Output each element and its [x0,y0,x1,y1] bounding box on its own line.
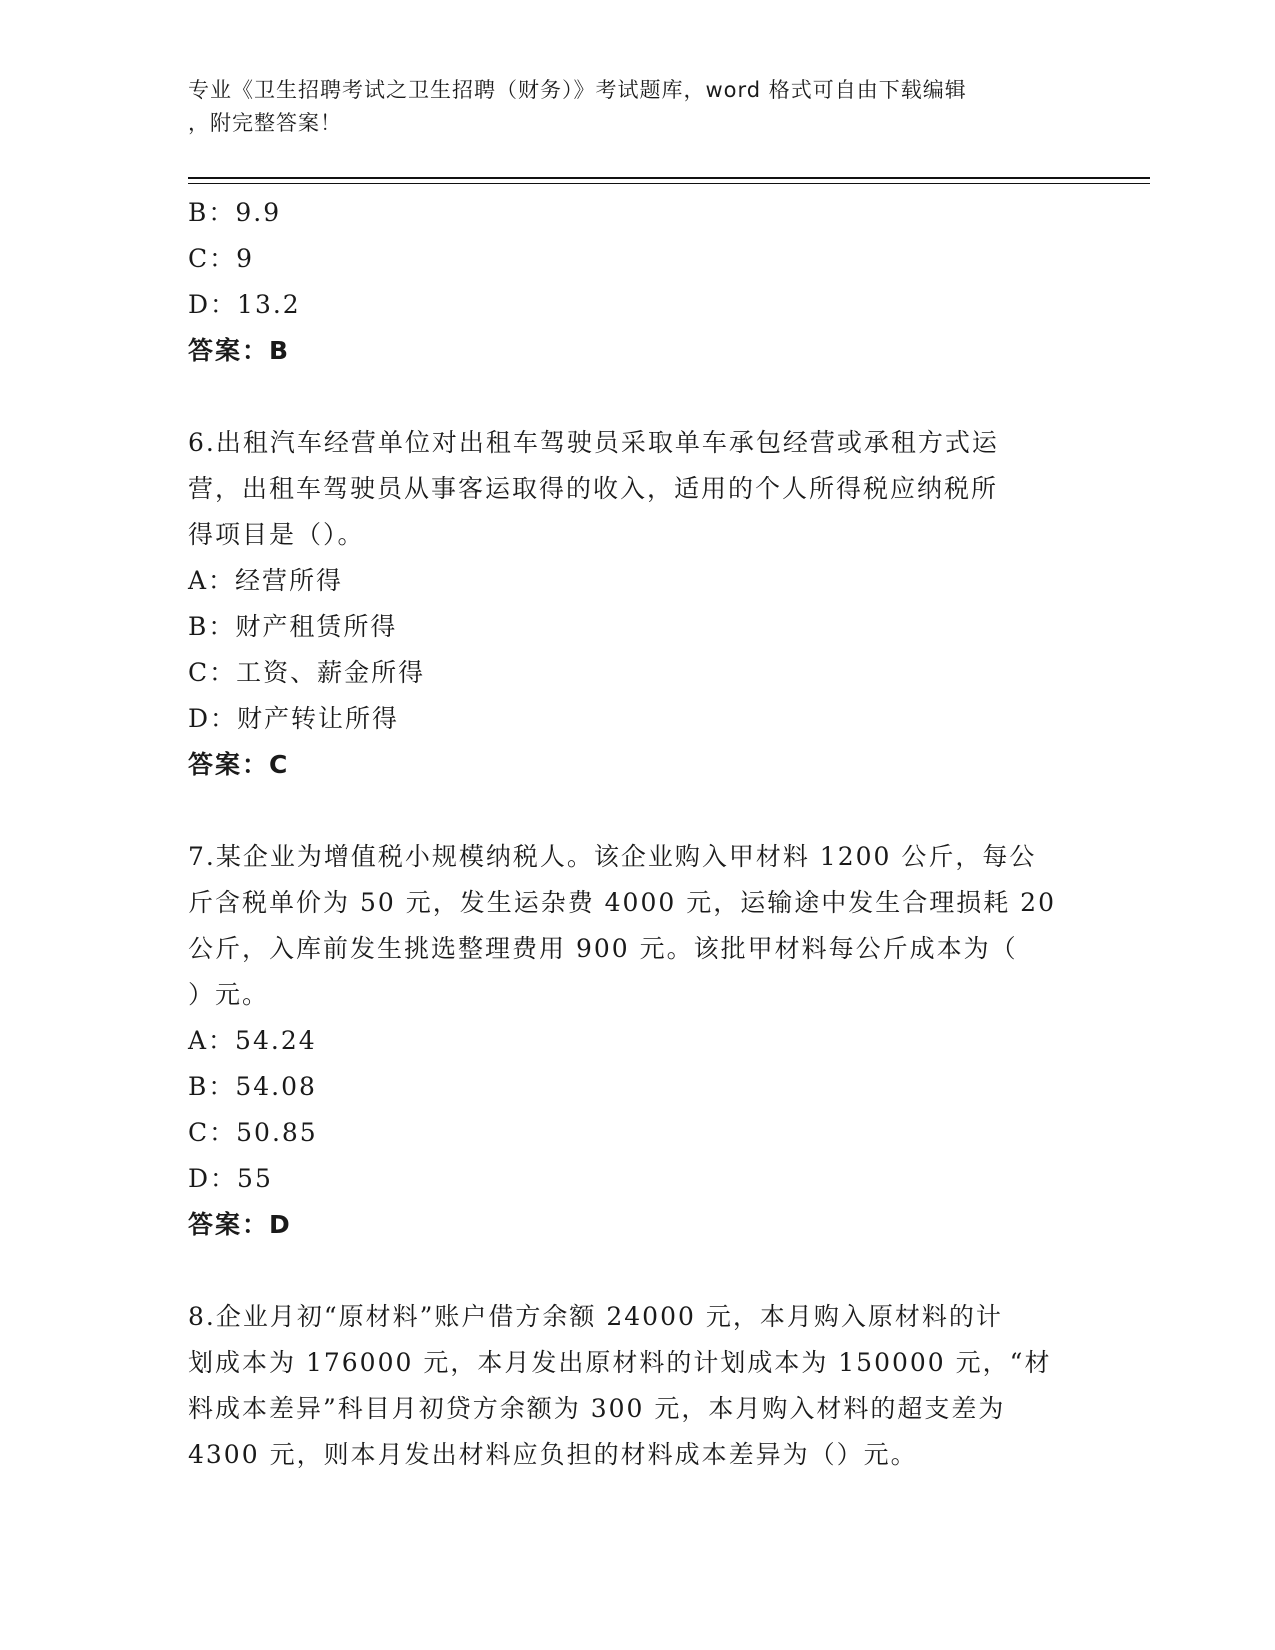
option-c: C：50.85 [188,1118,318,1147]
header-line-1: 专业《卫生招聘考试之卫生招聘（财务）》考试题库，word 格式可自由下载编辑 [188,78,967,102]
option-d: D：55 [188,1164,273,1193]
question-stem-line: ）元。 [188,980,270,1009]
answer: 答案：B [188,336,291,365]
question-stem-line: 划成本为 176000 元，本月发出原材料的计划成本为 150000 元，“材 [188,1348,1052,1377]
question-stem-line: 得项目是（）。 [188,520,365,549]
previous-question-tail [188,190,1088,374]
spacer [188,788,1088,834]
header-rule-thin [188,183,1150,184]
question-stem-line: 8.企业月初“原材料”账户借方余额 24000 元，本月购入原材料的计 [188,1302,1003,1331]
question-stem-line: 公斤，入库前发生挑选整理费用 900 元。该批甲材料每公斤成本为（ [188,934,1018,963]
option-a: A：54.24 [188,1026,317,1055]
answer: 答案：D [188,1210,292,1239]
question-6 [188,420,1088,788]
question-stem-line: 7.某企业为增值税小规模纳税人。该企业购入甲材料 1200 公斤，每公 [188,842,1037,871]
question-stem-line: 营，出租车驾驶员从事客运取得的收入，适用的个人所得税应纳税所 [188,474,999,503]
question-7 [188,834,1088,1248]
option-b: B：财产租赁所得 [188,612,398,641]
question-8 [188,1294,1088,1478]
question-stem-line: 料成本差异”科目月初贷方余额为 300 元，本月购入材料的超支差为 [188,1394,1006,1423]
header-rule-thick [188,177,1150,179]
header-line-2: ，附完整答案！ [188,111,342,135]
option-d: D：财产转让所得 [188,704,400,733]
option-c: C：工资、薪金所得 [188,658,426,687]
spacer [188,374,1088,420]
option-b: B：9.9 [188,198,282,227]
option-a: A：经营所得 [188,566,344,595]
question-stem-line: 斤含税单价为 50 元，发生运杂费 4000 元，运输途中发生合理损耗 20 [188,888,1056,917]
spacer [188,1248,1088,1294]
document-header [188,74,1068,140]
option-c: C：9 [188,244,255,273]
option-b: B：54.08 [188,1072,317,1101]
question-stem-line: 4300 元，则本月发出材料应负担的材料成本差异为（）元。 [188,1440,918,1469]
document-body [188,190,1088,1478]
question-stem-line: 6.出租汽车经营单位对出租车驾驶员采取单车承包经营或承租方式运 [188,428,999,457]
answer: 答案：C [188,750,290,779]
option-d: D：13.2 [188,290,301,319]
